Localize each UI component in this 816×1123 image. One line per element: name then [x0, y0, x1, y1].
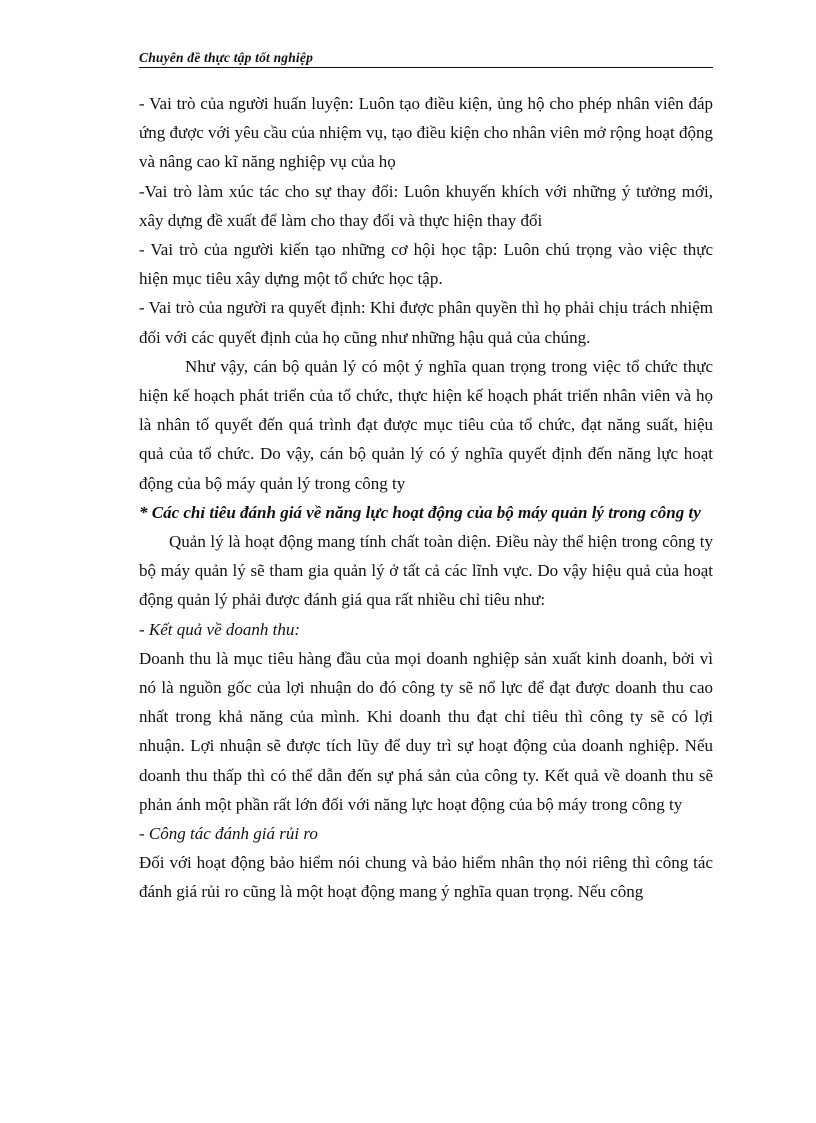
- paragraph-revenue: Doanh thu là mục tiêu hàng đầu của mọi doanh nghiệp sản xuất kinh doanh, bởi vì nó là nguồn gốc của lợi nhuận do đó công ty sẽ nổ lực để đạt được doanh thu cao nhất trong khả năng của mình. Khi doanh thu đạt chỉ tiêu thì công ty sẽ có lợi nhuận. Lợi nhuận sẽ được tích lũy để duy trì sự hoạt động của doanh nghiệp. Nếu doanh thu thấp thì có thể dẫn đến sự phá sản của công ty. Kết quả về doanh thu sẽ phản ánh một phần rất lớn đối với năng lực hoạt động của bộ máy trong công ty: [139, 648, 713, 814]
- page-header: [139, 48, 713, 68]
- paragraph-decision-role: - Vai trò của người ra quyết định: Khi được phân quyền thì họ phải chịu trách nhiệm đối với các quyết định của họ cũng như những hậu quả của chúng.: [139, 298, 713, 347]
- header-divider: [139, 67, 713, 68]
- document-body: [139, 89, 713, 907]
- subheading-revenue: - Kết quả về doanh thu:: [139, 619, 300, 639]
- paragraph-risk: Đối với hoạt động bảo hiểm nói chung và bảo hiểm nhân thọ nói riêng thì công tác đánh giá rủi ro cũng là một hoạt động mang ý nghĩa quan trọng. Nếu công: [139, 853, 713, 902]
- paragraph-trainer-role: - Vai trò của người huấn luyện: Luôn tạo điều kiện, ủng hộ cho phép nhân viên đáp ứng được với yêu cầu của nhiệm vụ, tạo điều kiện cho nhân viên mở rộng hoạt động và nâng cao kĩ năng nghiệp vụ của họ: [139, 94, 713, 172]
- header-title: Chuyên đề thực tập tốt nghiệp: [139, 50, 314, 65]
- paragraph-summary: Như vậy, cán bộ quản lý có một ý nghĩa quan trọng trong việc tổ chức thực hiện kế hoạch phát triển của tổ chức, thực hiện kế hoạch phát triển nhân viên và họ là nhân tố quyết đến quá trình đạt được mục tiêu của tổ chức, đạt năng suất, hiệu quả của tổ chức. Do vậy, cán bộ quản lý có ý nghĩa quyết định đến năng lực hoạt động của bộ máy quản lý trong công ty: [139, 356, 713, 493]
- paragraph-management-intro: Quản lý là hoạt động mang tính chất toàn diện. Điều này thể hiện trong công ty bộ máy quản lý sẽ tham gia quản lý ở tất cả các lĩnh vực. Do vậy hiệu quả của hoạt động quản lý phải được đánh giá qua rất nhiều chỉ tiêu như:: [139, 532, 713, 610]
- paragraph-learning-role: - Vai trò của người kiến tạo những cơ hội học tập: Luôn chú trọng vào việc thực hiện mục tiêu xây dựng một tổ chức học tập.: [139, 240, 713, 289]
- section-heading: * Các chỉ tiêu đánh giá về năng lực hoạt động của bộ máy quản lý trong công ty: [139, 502, 701, 522]
- subheading-risk: - Công tác đánh giá rủi ro: [139, 824, 318, 844]
- paragraph-catalyst-role: -Vai trò làm xúc tác cho sự thay đổi: Luôn khuyến khích với những ý tưởng mới, xây dựng đề xuất để làm cho thay đổi và thực hiện thay đổi: [139, 181, 713, 230]
